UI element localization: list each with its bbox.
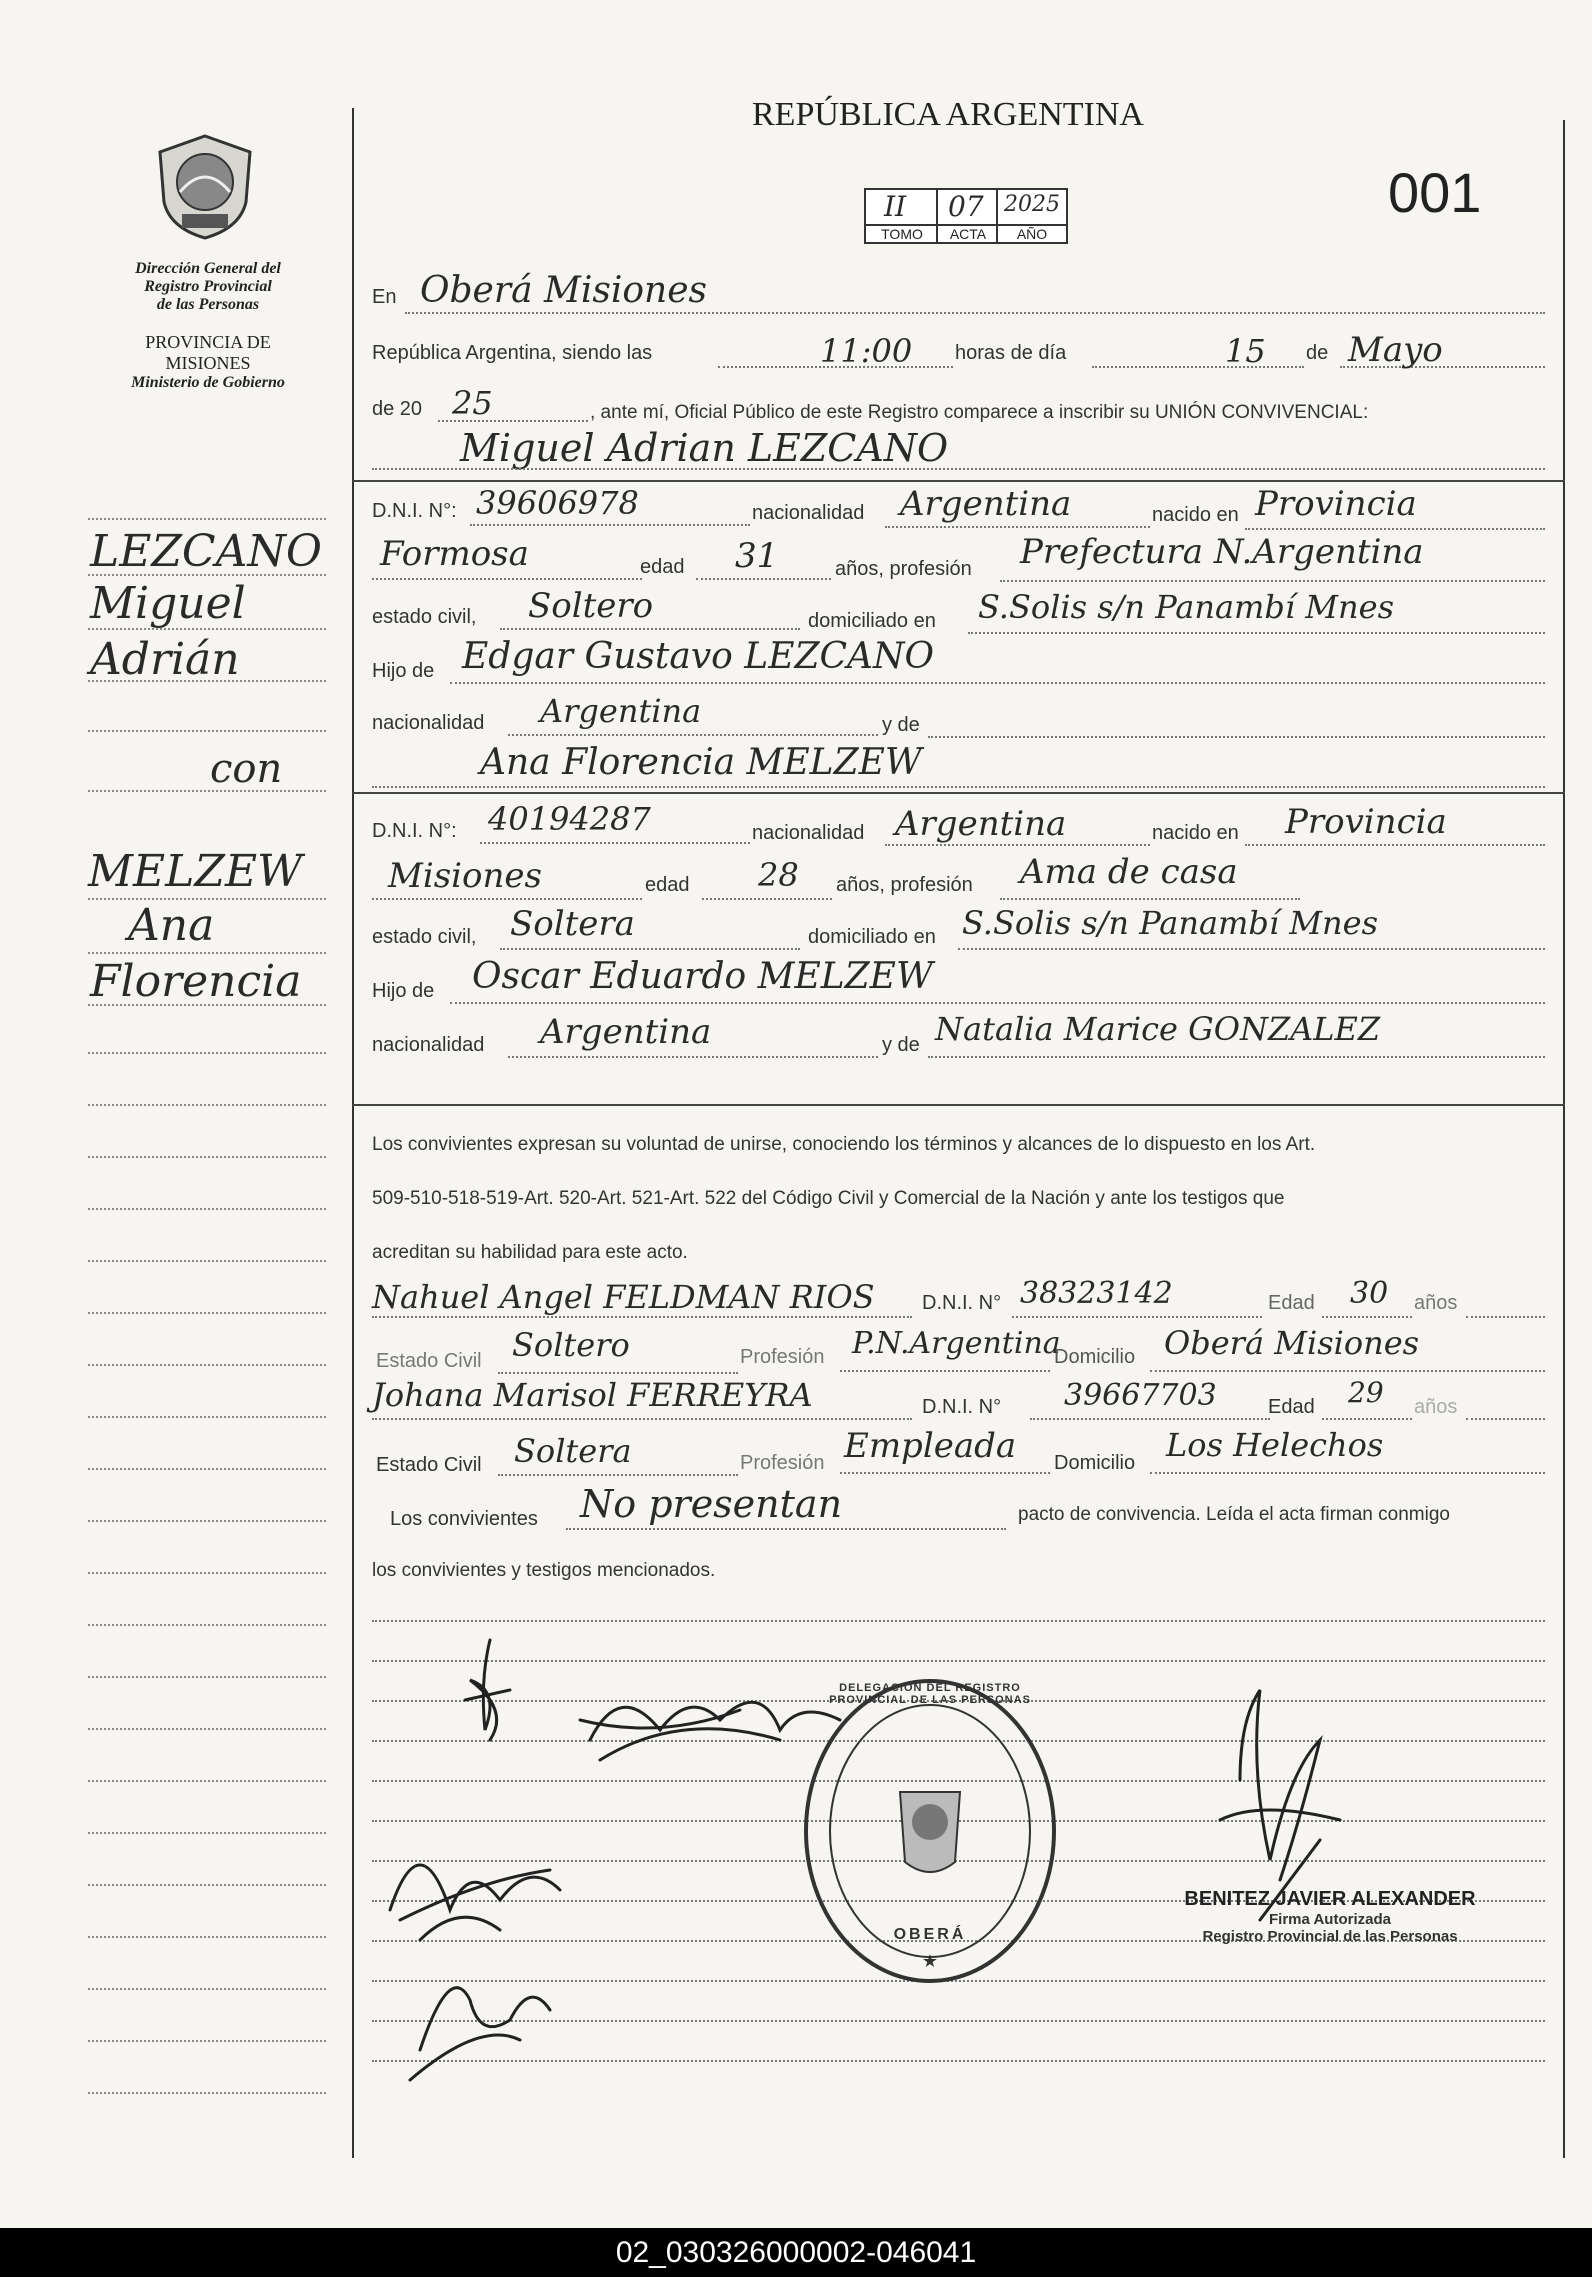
w2-dni-line bbox=[1030, 1418, 1270, 1420]
p1-dom-line bbox=[968, 632, 1545, 634]
official-name: BENITEZ JAVIER ALEXANDER bbox=[1184, 1888, 1476, 1910]
p1-mother-line bbox=[372, 786, 1545, 788]
p2-prof-line bbox=[1000, 898, 1300, 900]
statement-text: , ante mí, Oficial Público de este Registro comparece a inscribir su UNIÓN CONVIVENCIAL: bbox=[590, 402, 1369, 423]
w2-prof-line bbox=[840, 1472, 1050, 1474]
p1-prof-line bbox=[1000, 580, 1545, 582]
agency-line2: Registro Provincial bbox=[144, 278, 272, 295]
p1-dni: 39606978 bbox=[476, 484, 639, 522]
margin-name2-line3: Florencia bbox=[90, 956, 302, 1007]
p2-fnat: Argentina bbox=[540, 1012, 712, 1052]
w2-years-label: años bbox=[1414, 1396, 1458, 1418]
p2-civil-line bbox=[500, 948, 800, 950]
p1-born-label: nacido en bbox=[1152, 504, 1239, 526]
margin-name2-line1: MELZEW bbox=[88, 846, 303, 897]
p1-dni-label: D.N.I. N°: bbox=[372, 500, 457, 522]
signature-convivient-1 bbox=[465, 1640, 510, 1740]
p2-fnat-label: nacionalidad bbox=[372, 1034, 485, 1056]
margin-line-9 bbox=[88, 1004, 326, 1006]
p2-dni-line bbox=[480, 842, 750, 844]
p2-father-line bbox=[450, 1002, 1545, 1004]
left-border bbox=[352, 108, 354, 2158]
tomo-label: TOMO bbox=[866, 224, 938, 242]
w2-dom: Los Helechos bbox=[1166, 1426, 1384, 1464]
acta-value: 07 bbox=[948, 190, 984, 223]
margin-line-13 bbox=[88, 1208, 326, 1210]
margin-line-2 bbox=[88, 574, 326, 576]
margin-line-29 bbox=[88, 2040, 326, 2042]
anio-box bbox=[996, 188, 1068, 244]
w2-dom-label: Domicilio bbox=[1054, 1452, 1136, 1474]
w1-civil-line bbox=[498, 1372, 738, 1374]
w1-dom-line bbox=[1150, 1370, 1545, 1372]
w1-civil-label: Estado Civil bbox=[376, 1350, 482, 1372]
day-value: 15 bbox=[1225, 332, 1266, 370]
p1-civil-label: estado civil, bbox=[372, 606, 477, 628]
w1-years-line bbox=[1466, 1316, 1545, 1318]
w1-dni-line bbox=[1012, 1316, 1262, 1318]
record-number: 001 bbox=[1388, 161, 1482, 224]
p1-prof-label: años, profesión bbox=[835, 558, 972, 580]
margin-line-10 bbox=[88, 1052, 326, 1054]
year-prefix: de 20 bbox=[372, 398, 423, 420]
p2-dom: S.Solis s/n Panambí Mnes bbox=[962, 904, 1379, 942]
p1-age: 31 bbox=[735, 536, 779, 576]
p1-nat-line bbox=[885, 526, 1150, 528]
margin-line-25 bbox=[88, 1832, 326, 1834]
p1-born: Provincia bbox=[1255, 484, 1417, 524]
stamp-city: OBERÁ bbox=[893, 1926, 967, 1943]
p2-born-cont: Misiones bbox=[388, 856, 542, 896]
w2-dni-label: D.N.I. N° bbox=[922, 1396, 1002, 1418]
divider-3 bbox=[352, 1104, 1565, 1106]
p1-civil: Soltero bbox=[528, 586, 654, 626]
closing-text-1: Los convivientes expresan su voluntad de unirse, conociendo los términos y alcances de lo dispuesto en los Art. bbox=[372, 1134, 1316, 1155]
p2-son-label: Hijo de bbox=[372, 980, 435, 1002]
p1-age-line bbox=[696, 578, 831, 580]
p1-fnat-label: nacionalidad bbox=[372, 712, 485, 734]
p2-age: 28 bbox=[758, 856, 799, 894]
anio-value: 2025 bbox=[1004, 192, 1060, 217]
margin-line-15 bbox=[88, 1312, 326, 1314]
time-value: 11:00 bbox=[820, 332, 913, 370]
pact-value: No presentan bbox=[580, 1482, 843, 1526]
margin-name2-line2: Ana bbox=[128, 900, 215, 951]
margin-connector: con bbox=[210, 746, 283, 792]
w2-name: Johana Marisol FERREYRA bbox=[372, 1376, 813, 1414]
p2-age-line bbox=[702, 898, 832, 900]
p1-born-line bbox=[1245, 528, 1545, 530]
margin-line-17 bbox=[88, 1416, 326, 1418]
day-line bbox=[1092, 366, 1304, 368]
margin-line-3 bbox=[88, 628, 326, 630]
acta-box bbox=[936, 188, 1000, 244]
pact-text: pacto de convivencia. Leída el acta firman conmigo bbox=[1018, 1504, 1450, 1525]
margin-name1-line2: Miguel bbox=[90, 578, 246, 629]
convivientes-label: Los convivientes bbox=[390, 1508, 538, 1530]
pact-line bbox=[566, 1528, 1006, 1530]
agency-block bbox=[96, 260, 320, 392]
p2-dom-label: domiciliado en bbox=[808, 926, 936, 948]
en-label: En bbox=[372, 286, 397, 308]
w1-name-line bbox=[372, 1316, 912, 1318]
w2-prof-label: Profesión bbox=[740, 1452, 825, 1474]
p2-mother-line bbox=[928, 1056, 1545, 1058]
w1-prof: P.N.Argentina bbox=[852, 1326, 1061, 1361]
p1-mother: Ana Florencia MELZEW bbox=[480, 742, 922, 783]
p1-fnat-line bbox=[508, 734, 878, 736]
p1-father-line bbox=[450, 682, 1545, 684]
margin-line-21 bbox=[88, 1624, 326, 1626]
p1-son-label: Hijo de bbox=[372, 660, 435, 682]
province-line1: PROVINCIA DE bbox=[145, 332, 271, 352]
p1-nat: Argentina bbox=[900, 484, 1072, 524]
margin-line-23 bbox=[88, 1728, 326, 1730]
w1-years-label: años bbox=[1414, 1292, 1458, 1314]
p1-born-cont: Formosa bbox=[380, 534, 529, 574]
p1-age-label: edad bbox=[640, 556, 685, 578]
p1-father: Edgar Gustavo LEZCANO bbox=[462, 636, 935, 677]
p2-prof-label: años, profesión bbox=[836, 874, 973, 896]
closing-text-3: acreditan su habilidad para este acto. bbox=[372, 1242, 688, 1263]
person1-name: Miguel Adrian LEZCANO bbox=[460, 426, 949, 470]
margin-line-22 bbox=[88, 1676, 326, 1678]
w1-dni: 38323142 bbox=[1020, 1276, 1173, 1311]
w2-age-line bbox=[1322, 1418, 1412, 1420]
margin-line-16 bbox=[88, 1364, 326, 1366]
w1-prof-label: Profesión bbox=[740, 1346, 825, 1368]
divider-1 bbox=[352, 480, 1565, 482]
w1-age-label: Edad bbox=[1268, 1292, 1315, 1314]
p1-and-line bbox=[928, 736, 1545, 738]
p1-dom-label: domiciliado en bbox=[808, 610, 936, 632]
footer-bar bbox=[0, 2228, 1592, 2277]
w2-age-label: Edad bbox=[1268, 1396, 1315, 1418]
margin-name1-line1: LEZCANO bbox=[90, 526, 322, 577]
p2-dni: 40194287 bbox=[488, 800, 651, 838]
year-suffix: 25 bbox=[452, 384, 493, 422]
p2-born: Provincia bbox=[1285, 802, 1447, 842]
p2-civil-label: estado civil, bbox=[372, 926, 477, 948]
w1-prof-line bbox=[840, 1370, 1050, 1372]
footer-code: 02_030326000002-046041 bbox=[615, 2236, 977, 2269]
acta-label: ACTA bbox=[938, 224, 998, 242]
signature-witness-1 bbox=[390, 1865, 560, 1940]
place-line bbox=[405, 312, 1545, 314]
p2-age-label: edad bbox=[645, 874, 690, 896]
divider-2 bbox=[352, 792, 1565, 794]
ministry-line: Ministerio de Gobierno bbox=[131, 374, 285, 391]
w1-name: Nahuel Angel FELDMAN RIOS bbox=[372, 1278, 875, 1316]
p2-civil: Soltera bbox=[510, 904, 635, 944]
place-value: Oberá Misiones bbox=[420, 270, 707, 311]
official-title: Firma Autorizada bbox=[1269, 1911, 1391, 1928]
w2-civil: Soltera bbox=[514, 1432, 632, 1470]
p2-fnat-line bbox=[508, 1056, 878, 1058]
w2-prof: Empleada bbox=[844, 1426, 1017, 1466]
w1-dom-label: Domicilio bbox=[1054, 1346, 1136, 1368]
w1-age: 30 bbox=[1350, 1276, 1389, 1311]
w2-years-line bbox=[1466, 1418, 1545, 1420]
margin-line-24 bbox=[88, 1780, 326, 1782]
margin-line-12 bbox=[88, 1156, 326, 1158]
w2-dom-line bbox=[1150, 1472, 1545, 1474]
svg-text:★: ★ bbox=[921, 1951, 939, 1971]
p2-born-line bbox=[1245, 844, 1545, 846]
registry-stamp bbox=[800, 1672, 1060, 1990]
w2-civil-line bbox=[498, 1474, 738, 1476]
anio-label: AÑO bbox=[998, 224, 1066, 242]
p2-nat-label: nacionalidad bbox=[752, 822, 865, 844]
p1-born-cont-line bbox=[372, 578, 642, 580]
signature-official bbox=[1220, 1690, 1340, 1920]
province-seal bbox=[150, 132, 260, 242]
signature-witness-2 bbox=[410, 1988, 550, 2080]
republic-label: República Argentina, siendo las bbox=[372, 342, 653, 364]
p1-prof: Prefectura N.Argentina bbox=[1020, 532, 1424, 572]
tomo-value: II bbox=[884, 190, 907, 223]
margin-line-6 bbox=[88, 790, 326, 792]
w1-age-line bbox=[1322, 1316, 1412, 1318]
person1-name-line bbox=[372, 468, 1545, 470]
hours-label: horas de día bbox=[955, 342, 1067, 364]
p2-dom-line bbox=[958, 948, 1545, 950]
p2-nat-line bbox=[885, 844, 1150, 846]
margin-line-18 bbox=[88, 1468, 326, 1470]
p1-nat-label: nacionalidad bbox=[752, 502, 865, 524]
agency-line1: Dirección General del bbox=[135, 260, 281, 277]
w2-name-line bbox=[372, 1418, 912, 1420]
tomo-box bbox=[864, 188, 940, 244]
margin-line-30 bbox=[88, 2092, 326, 2094]
p2-prof: Ama de casa bbox=[1020, 852, 1238, 892]
p1-civil-line bbox=[500, 628, 800, 630]
margin-line-19 bbox=[88, 1520, 326, 1522]
margin-line-8 bbox=[88, 952, 326, 954]
agency-line3: de las Personas bbox=[156, 296, 260, 313]
de-label: de bbox=[1306, 342, 1329, 364]
closing-text-2: 509-510-518-519-Art. 520-Art. 521-Art. 522 del Código Civil y Comercial de la Nación y ante los testigos que bbox=[372, 1188, 1285, 1209]
p2-dni-label: D.N.I. N°: bbox=[372, 820, 457, 842]
w2-dni: 39667703 bbox=[1064, 1378, 1217, 1413]
p2-and-label: y de bbox=[882, 1034, 920, 1056]
p2-mother: Natalia Marice GONZALEZ bbox=[935, 1010, 1381, 1048]
margin-line-26 bbox=[88, 1884, 326, 1886]
margin-line-1 bbox=[88, 518, 326, 520]
p2-born-cont-line bbox=[372, 898, 642, 900]
p2-father: Oscar Eduardo MELZEW bbox=[472, 956, 933, 997]
margin-line-5 bbox=[88, 730, 326, 732]
province-line2: MISIONES bbox=[165, 353, 251, 373]
margin-line-20 bbox=[88, 1572, 326, 1574]
p2-nat: Argentina bbox=[895, 804, 1067, 844]
stamp-ring-text: DELEGACIÓN DEL REGISTRO PROVINCIAL DE LAS PERSONAS bbox=[829, 1682, 1031, 1706]
p1-and-label: y de bbox=[882, 714, 920, 736]
p1-fnat: Argentina bbox=[540, 692, 702, 730]
w1-dni-label: D.N.I. N° bbox=[922, 1292, 1002, 1314]
margin-line-4 bbox=[88, 680, 326, 682]
official-block bbox=[1170, 1888, 1490, 1945]
p1-dni-line bbox=[470, 524, 750, 526]
p2-born-label: nacido en bbox=[1152, 822, 1239, 844]
official-office: Registro Provincial de las Personas bbox=[1202, 1928, 1458, 1945]
right-border bbox=[1563, 120, 1565, 2158]
margin-line-28 bbox=[88, 1988, 326, 1990]
final-text: los convivientes y testigos mencionados. bbox=[372, 1560, 716, 1581]
w1-civil: Soltero bbox=[512, 1326, 630, 1364]
month-value: Mayo bbox=[1348, 330, 1443, 370]
w1-dom: Oberá Misiones bbox=[1164, 1324, 1420, 1362]
margin-line-27 bbox=[88, 1936, 326, 1938]
margin-line-14 bbox=[88, 1260, 326, 1262]
w2-age: 29 bbox=[1348, 1376, 1384, 1409]
margin-line-11 bbox=[88, 1104, 326, 1106]
w2-civil-label: Estado Civil bbox=[376, 1454, 482, 1476]
country-title: REPÚBLICA ARGENTINA bbox=[752, 96, 1144, 133]
margin-name1-line3: Adrián bbox=[90, 634, 240, 685]
p1-dom: S.Solis s/n Panambí Mnes bbox=[978, 588, 1395, 626]
